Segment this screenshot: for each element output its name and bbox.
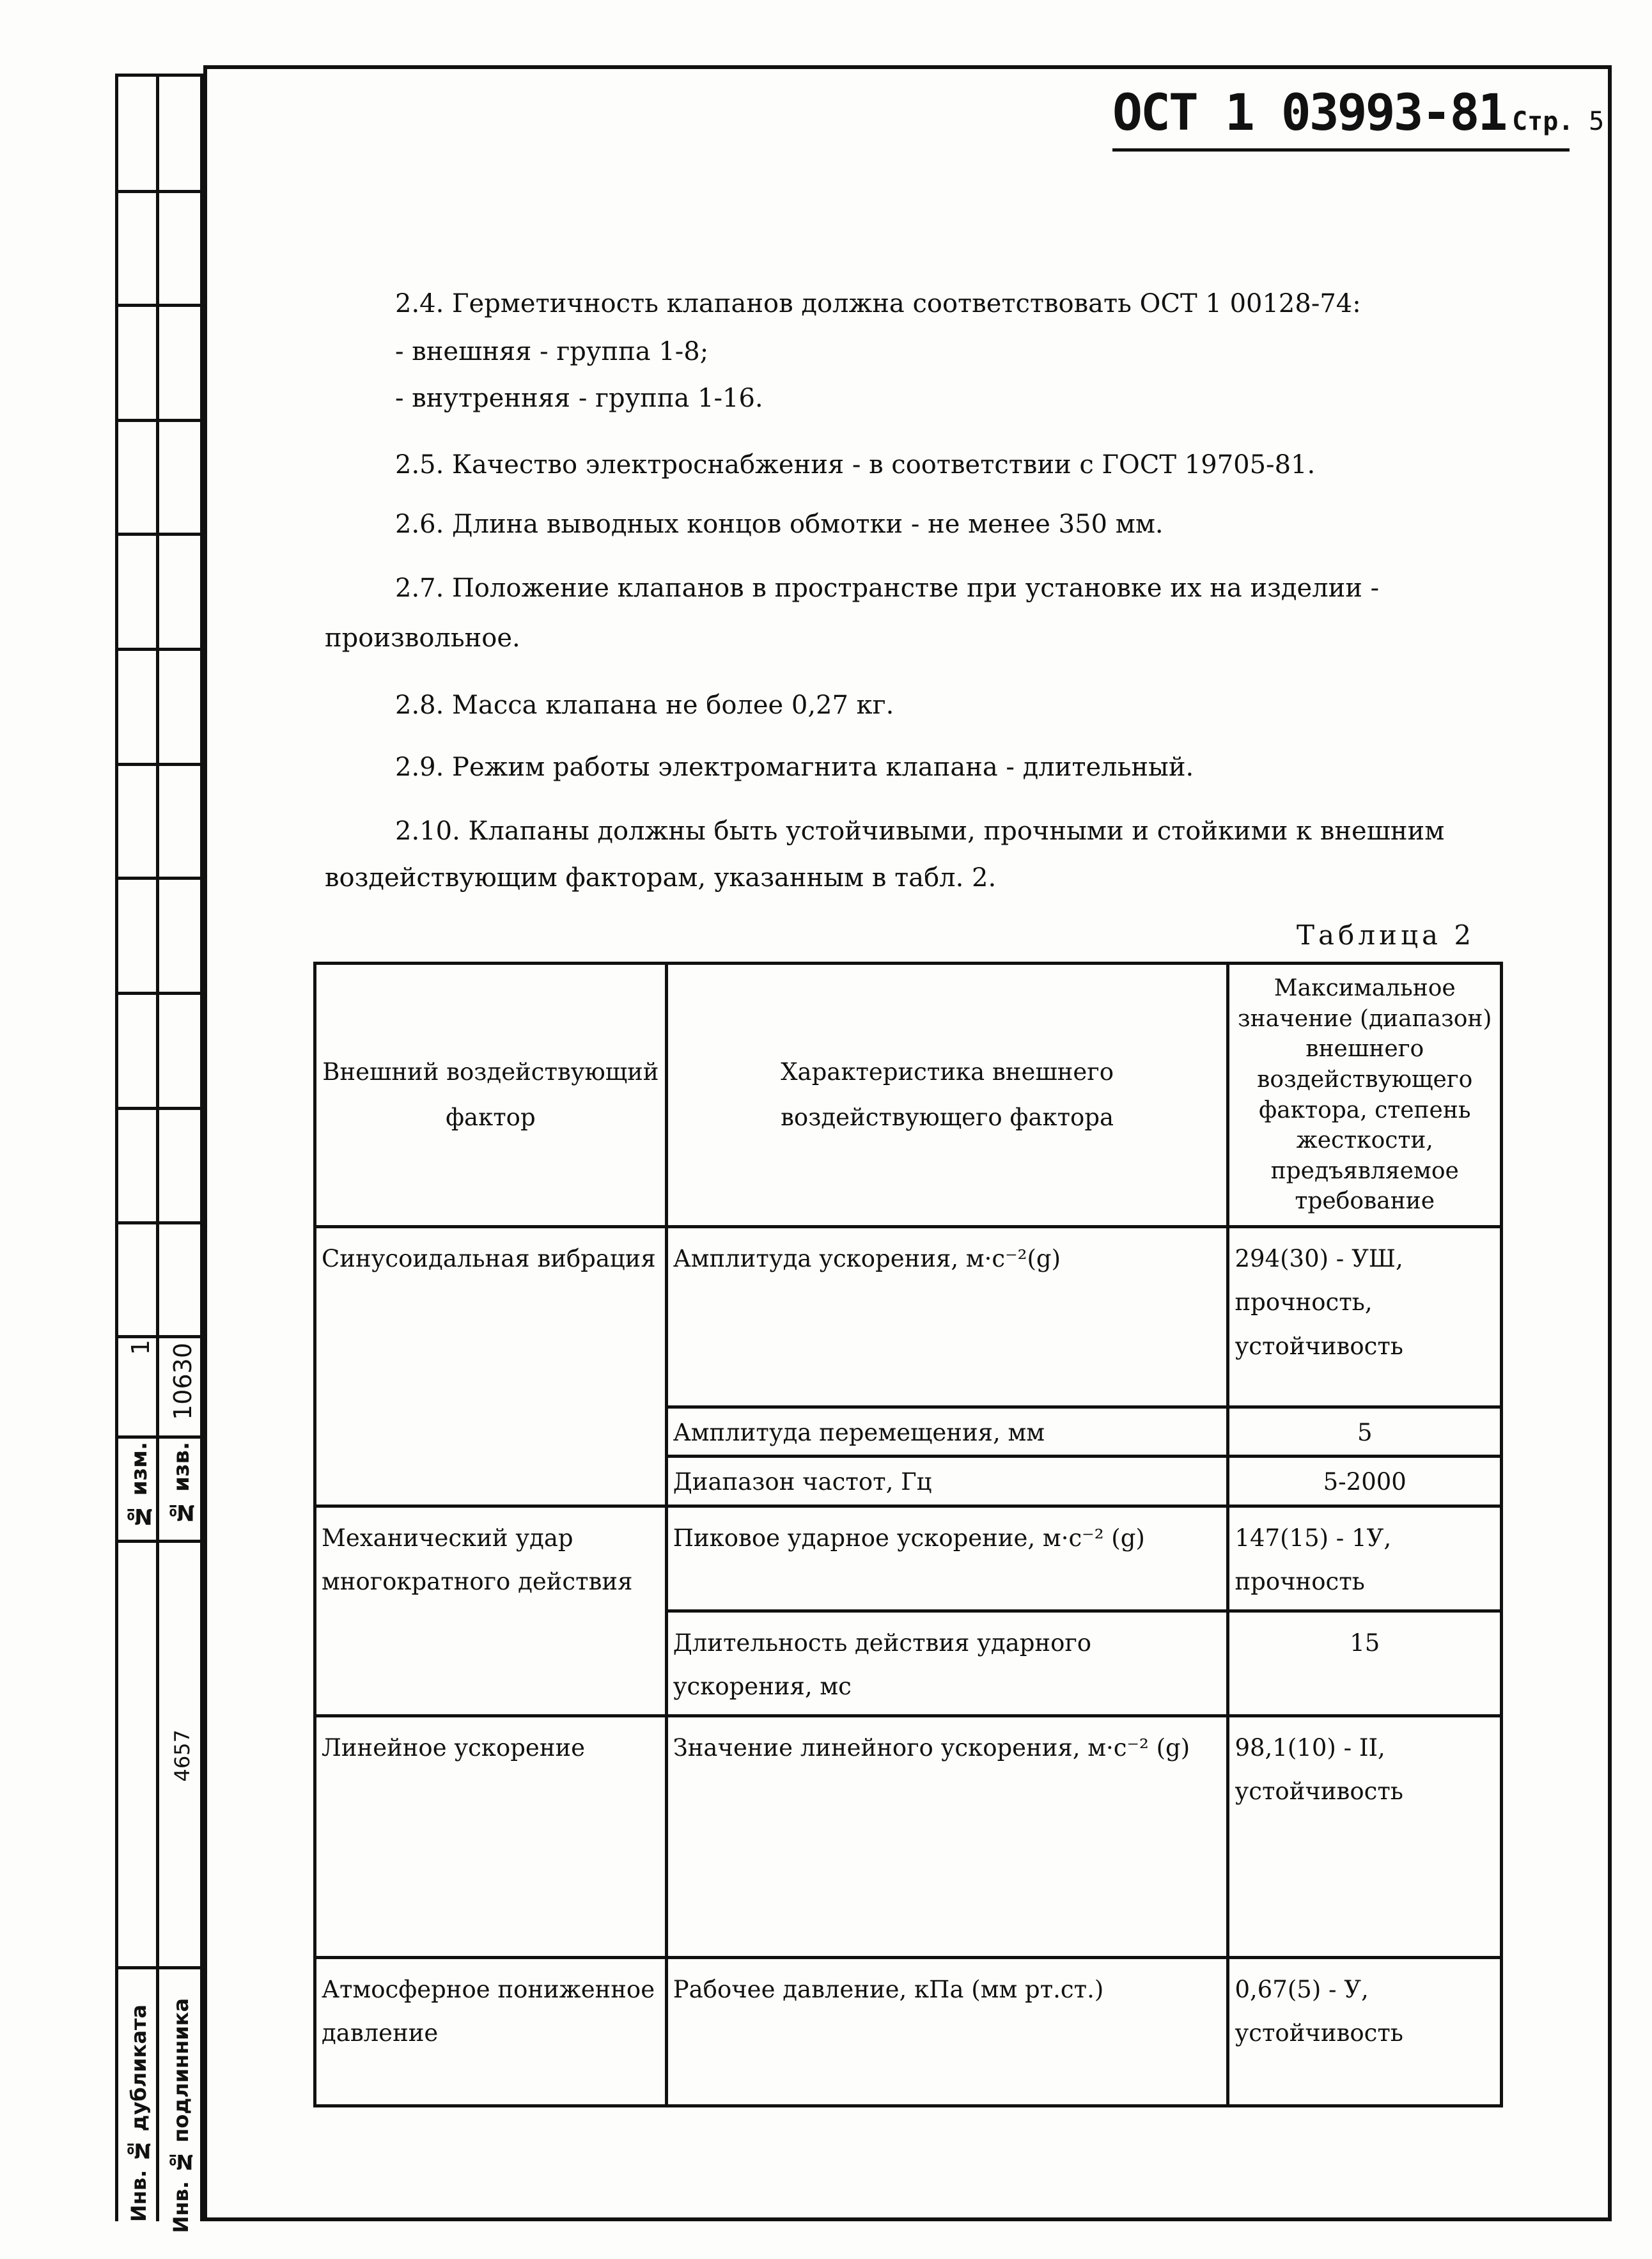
header-factor: Внешний воздействующий фактор (315, 964, 667, 1227)
header-value: Максимальное значение (диапазон) внешнего воздействующего фактора, степень жесткости, предъявляемое требование (1228, 964, 1502, 1227)
paragraph-2-10-line1: 2.10. Клапаны должны быть устойчивыми, прочными и стойкими к внешним (395, 817, 1445, 846)
characteristic-cell: Амплитуда ускорения, м·с⁻²(g) (666, 1227, 1228, 1407)
izv-label: № изв. (169, 1442, 194, 1525)
characteristic-cell: Амплитуда перемещения, мм (666, 1407, 1228, 1457)
header-characteristic: Характеристика внешнего воздействующего фактора (666, 964, 1228, 1227)
dubl-label: Инв. № дубликата (127, 2005, 151, 2222)
table-row (315, 1716, 1502, 1957)
izm-value: 1 (127, 1340, 155, 1356)
table-caption: Таблица 2 (1297, 919, 1476, 951)
doc-header (1112, 84, 1604, 142)
factor-cell: Синусоидальная вибрация (315, 1227, 667, 1506)
paragraph-2-7-line1: 2.7. Положение клапанов в пространстве при установке их на изделии - (395, 574, 1380, 603)
izm-label: № изм. (127, 1442, 152, 1529)
paragraph-2-4b: - внутренняя - группа 1-16. (395, 384, 763, 413)
table-header-row (315, 964, 1502, 1227)
page-label: Стр. (1512, 107, 1574, 136)
paragraph-2-7-line2: произвольное. (325, 623, 520, 653)
value-cell: 98,1(10) - II, устойчивость (1228, 1716, 1502, 1957)
side-stamp (115, 74, 203, 2233)
stamp-line (156, 74, 159, 2221)
characteristic-cell: Рабочее давление, кПа (мм рт.ст.) (666, 1957, 1228, 2106)
characteristic-cell: Значение линейного ускорения, м·с⁻² (g) (666, 1716, 1228, 1957)
izv-value: 10630 (169, 1343, 197, 1420)
value-cell: 5-2000 (1228, 1457, 1502, 1506)
value-cell: 294(30) - УШ, прочность, устойчивость (1228, 1227, 1502, 1407)
factor-cell: Механический удар многократного действия (315, 1506, 667, 1716)
paragraph-2-6: 2.6. Длина выводных концов обмотки - не менее 350 мм. (395, 510, 1164, 539)
value-cell: 15 (1228, 1611, 1502, 1716)
paragraph-2-5: 2.5. Качество электроснабжения - в соответствии с ГОСТ 19705-81. (395, 450, 1316, 480)
table-row (315, 1957, 1502, 2106)
value-cell: 5 (1228, 1407, 1502, 1457)
table-row (315, 1227, 1502, 1407)
factor-cell: Линейное ускорение (315, 1716, 667, 1957)
podl-label: Инв. № подлинника (169, 1998, 193, 2233)
table-2 (313, 962, 1503, 2107)
doc-code: ОСТ 1 03993-81 (1112, 84, 1506, 142)
paragraph-2-4a: - внешняя - группа 1-8; (395, 337, 709, 366)
table-row (315, 1506, 1502, 1611)
value-cell: 147(15) - 1У, прочность (1228, 1506, 1502, 1611)
paragraph-2-9: 2.9. Режим работы электромагнита клапана - длительный. (395, 753, 1194, 782)
characteristic-cell: Пиковое ударное ускорение, м·с⁻² (g) (666, 1506, 1228, 1611)
paragraph-2-4: 2.4. Герметичность клапанов должна соответствовать ОСТ 1 00128-74: (395, 289, 1361, 318)
characteristic-cell: Длительность действия ударного ускорения, мс (666, 1611, 1228, 1716)
paragraph-2-8: 2.8. Масса клапана не более 0,27 кг. (395, 691, 894, 720)
paragraph-2-10-line2: воздействующим факторам, указанным в табл. 2. (325, 863, 997, 893)
value-cell: 0,67(5) - У, устойчивость (1228, 1957, 1502, 2106)
page-number: 5 (1589, 107, 1605, 136)
header-underline (1112, 148, 1570, 152)
podl-value: 4657 (170, 1730, 194, 1782)
stamp-line (115, 74, 118, 2221)
characteristic-cell: Диапазон частот, Гц (666, 1457, 1228, 1506)
factor-cell: Атмосферное пониженное давление (315, 1957, 667, 2106)
